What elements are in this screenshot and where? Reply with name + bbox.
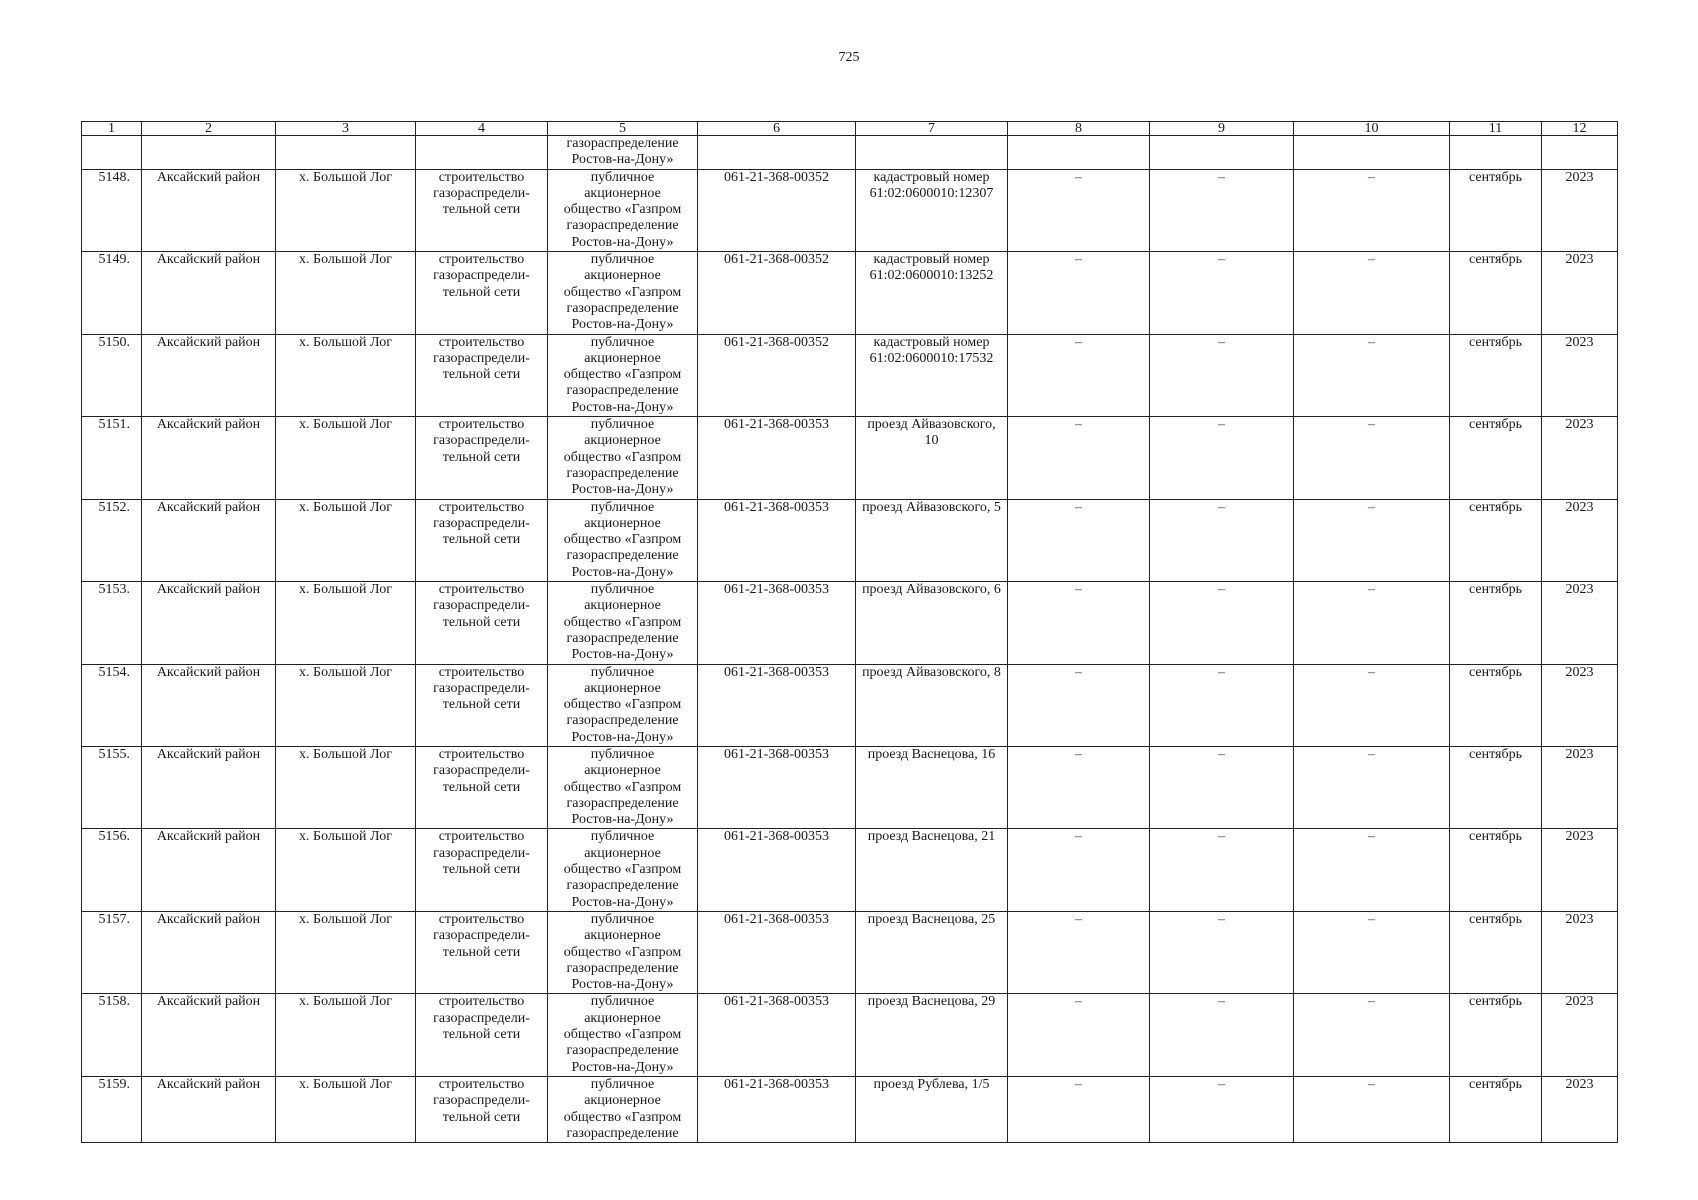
column-10-cell: – — [1294, 829, 1450, 911]
column-number: 4 — [416, 122, 548, 136]
work-type-cell: строительство газораспредели- тельной сети — [416, 169, 548, 251]
district-cell: Аксайский район — [142, 1076, 276, 1142]
month-cell: сентябрь — [1450, 417, 1542, 499]
locality-cell: х. Большой Лог — [276, 994, 416, 1076]
registration-code-cell: 061-21-368-00353 — [698, 829, 856, 911]
empty-cell — [856, 136, 1008, 170]
address-cell: проезд Айвазовского, 8 — [856, 664, 1008, 746]
month-cell: сентябрь — [1450, 499, 1542, 581]
column-9-cell: – — [1150, 252, 1294, 334]
work-type-cell: строительство газораспредели- тельной сети — [416, 252, 548, 334]
work-type-cell: строительство газораспредели- тельной сети — [416, 582, 548, 664]
table-row — [82, 417, 1618, 499]
month-cell: сентябрь — [1450, 582, 1542, 664]
column-number: 7 — [856, 122, 1008, 136]
district-cell: Аксайский район — [142, 499, 276, 581]
organization-cell: публичное акционерное общество «Газпром газораспределение Ростов-на-Дону» — [548, 746, 698, 828]
district-cell: Аксайский район — [142, 911, 276, 993]
empty-cell — [1294, 136, 1450, 170]
column-10-cell: – — [1294, 252, 1450, 334]
table-row — [82, 252, 1618, 334]
column-9-cell: – — [1150, 911, 1294, 993]
column-10-cell: – — [1294, 499, 1450, 581]
empty-cell — [1150, 136, 1294, 170]
column-8-cell: – — [1008, 994, 1150, 1076]
locality-cell: х. Большой Лог — [276, 582, 416, 664]
column-9-cell: – — [1150, 1076, 1294, 1142]
row-number-cell: 5155. — [82, 746, 142, 828]
organization-cell: публичное акционерное общество «Газпром газораспределение Ростов-на-Дону» — [548, 417, 698, 499]
empty-cell — [698, 136, 856, 170]
year-cell: 2023 — [1542, 911, 1618, 993]
organization-cell: публичное акционерное общество «Газпром газораспределение Ростов-на-Дону» — [548, 334, 698, 416]
locality-cell: х. Большой Лог — [276, 499, 416, 581]
column-number: 5 — [548, 122, 698, 136]
column-8-cell: – — [1008, 746, 1150, 828]
column-10-cell: – — [1294, 911, 1450, 993]
work-type-cell: строительство газораспредели- тельной сети — [416, 911, 548, 993]
address-cell: кадастровый номер 61:02:0600010:13252 — [856, 252, 1008, 334]
column-number: 10 — [1294, 122, 1450, 136]
table-row — [82, 499, 1618, 581]
district-cell: Аксайский район — [142, 582, 276, 664]
locality-cell: х. Большой Лог — [276, 829, 416, 911]
locality-cell: х. Большой Лог — [276, 417, 416, 499]
registration-code-cell: 061-21-368-00352 — [698, 169, 856, 251]
column-8-cell: – — [1008, 499, 1150, 581]
row-number-cell: 5159. — [82, 1076, 142, 1142]
year-cell: 2023 — [1542, 499, 1618, 581]
column-9-cell: – — [1150, 746, 1294, 828]
locality-cell: х. Большой Лог — [276, 746, 416, 828]
column-10-cell: – — [1294, 169, 1450, 251]
table-row — [82, 334, 1618, 416]
column-9-cell: – — [1150, 994, 1294, 1076]
year-cell: 2023 — [1542, 664, 1618, 746]
address-cell: проезд Айвазовского, 6 — [856, 582, 1008, 664]
organization-cell: публичное акционерное общество «Газпром газораспределение Ростов-на-Дону» — [548, 994, 698, 1076]
address-cell: проезд Рублева, 1/5 — [856, 1076, 1008, 1142]
district-cell: Аксайский район — [142, 334, 276, 416]
column-9-cell: – — [1150, 334, 1294, 416]
registration-code-cell: 061-21-368-00352 — [698, 334, 856, 416]
address-cell: проезд Васнецова, 29 — [856, 994, 1008, 1076]
table-row — [82, 664, 1618, 746]
column-number: 8 — [1008, 122, 1150, 136]
column-9-cell: – — [1150, 417, 1294, 499]
registration-code-cell: 061-21-368-00353 — [698, 1076, 856, 1142]
org-cell: газораспределение Ростов-на-Дону» — [548, 136, 698, 170]
row-number-cell: 5156. — [82, 829, 142, 911]
row-number-cell: 5152. — [82, 499, 142, 581]
year-cell: 2023 — [1542, 1076, 1618, 1142]
empty-cell — [1008, 136, 1150, 170]
month-cell: сентябрь — [1450, 911, 1542, 993]
registration-code-cell: 061-21-368-00352 — [698, 252, 856, 334]
column-8-cell: – — [1008, 1076, 1150, 1142]
empty-cell — [142, 136, 276, 170]
district-cell: Аксайский район — [142, 252, 276, 334]
column-10-cell: – — [1294, 746, 1450, 828]
table-row — [82, 829, 1618, 911]
column-10-cell: – — [1294, 417, 1450, 499]
continuation-row — [82, 136, 1618, 170]
column-8-cell: – — [1008, 169, 1150, 251]
table-row — [82, 582, 1618, 664]
locality-cell: х. Большой Лог — [276, 169, 416, 251]
column-8-cell: – — [1008, 417, 1150, 499]
address-cell: проезд Васнецова, 16 — [856, 746, 1008, 828]
organization-cell: публичное акционерное общество «Газпром газораспределение Ростов-на-Дону» — [548, 582, 698, 664]
address-cell: проезд Айвазовского, 10 — [856, 417, 1008, 499]
column-9-cell: – — [1150, 664, 1294, 746]
year-cell: 2023 — [1542, 746, 1618, 828]
month-cell: сентябрь — [1450, 664, 1542, 746]
registration-code-cell: 061-21-368-00353 — [698, 746, 856, 828]
organization-cell: публичное акционерное общество «Газпром газораспределение Ростов-на-Дону» — [548, 499, 698, 581]
month-cell: сентябрь — [1450, 829, 1542, 911]
table-row — [82, 911, 1618, 993]
column-8-cell: – — [1008, 582, 1150, 664]
row-number-cell: 5157. — [82, 911, 142, 993]
year-cell: 2023 — [1542, 582, 1618, 664]
records-table — [81, 121, 1618, 1143]
table-row — [82, 746, 1618, 828]
empty-cell — [1450, 136, 1542, 170]
column-9-cell: – — [1150, 499, 1294, 581]
organization-cell: публичное акционерное общество «Газпром газораспределение Ростов-на-Дону» — [548, 911, 698, 993]
month-cell: сентябрь — [1450, 994, 1542, 1076]
column-10-cell: – — [1294, 582, 1450, 664]
column-number: 1 — [82, 122, 142, 136]
work-type-cell: строительство газораспредели- тельной сети — [416, 746, 548, 828]
row-number-cell: 5158. — [82, 994, 142, 1076]
column-number-row — [82, 122, 1618, 136]
column-10-cell: – — [1294, 1076, 1450, 1142]
column-number: 12 — [1542, 122, 1618, 136]
work-type-cell: строительство газораспредели- тельной сети — [416, 829, 548, 911]
column-9-cell: – — [1150, 169, 1294, 251]
column-number: 3 — [276, 122, 416, 136]
year-cell: 2023 — [1542, 334, 1618, 416]
locality-cell: х. Большой Лог — [276, 334, 416, 416]
column-10-cell: – — [1294, 664, 1450, 746]
organization-cell: публичное акционерное общество «Газпром газораспределение Ростов-на-Дону» — [548, 829, 698, 911]
year-cell: 2023 — [1542, 169, 1618, 251]
registration-code-cell: 061-21-368-00353 — [698, 994, 856, 1076]
empty-cell — [82, 136, 142, 170]
registration-code-cell: 061-21-368-00353 — [698, 417, 856, 499]
row-number-cell: 5150. — [82, 334, 142, 416]
column-number: 9 — [1150, 122, 1294, 136]
registration-code-cell: 061-21-368-00353 — [698, 911, 856, 993]
column-8-cell: – — [1008, 252, 1150, 334]
column-8-cell: – — [1008, 664, 1150, 746]
column-number: 2 — [142, 122, 276, 136]
column-8-cell: – — [1008, 911, 1150, 993]
month-cell: сентябрь — [1450, 746, 1542, 828]
work-type-cell: строительство газораспредели- тельной сети — [416, 499, 548, 581]
month-cell: сентябрь — [1450, 169, 1542, 251]
empty-cell — [416, 136, 548, 170]
column-8-cell: – — [1008, 334, 1150, 416]
district-cell: Аксайский район — [142, 664, 276, 746]
district-cell: Аксайский район — [142, 994, 276, 1076]
year-cell: 2023 — [1542, 417, 1618, 499]
column-8-cell: – — [1008, 829, 1150, 911]
district-cell: Аксайский район — [142, 746, 276, 828]
column-9-cell: – — [1150, 829, 1294, 911]
table-body — [82, 122, 1618, 1143]
empty-cell — [276, 136, 416, 170]
column-number: 6 — [698, 122, 856, 136]
work-type-cell: строительство газораспредели- тельной сети — [416, 334, 548, 416]
work-type-cell: строительство газораспредели- тельной сети — [416, 1076, 548, 1142]
column-10-cell: – — [1294, 334, 1450, 416]
organization-cell: публичное акционерное общество «Газпром газораспределение — [548, 1076, 698, 1142]
year-cell: 2023 — [1542, 829, 1618, 911]
column-number: 11 — [1450, 122, 1542, 136]
organization-cell: публичное акционерное общество «Газпром газораспределение Ростов-на-Дону» — [548, 664, 698, 746]
locality-cell: х. Большой Лог — [276, 252, 416, 334]
registration-code-cell: 061-21-368-00353 — [698, 582, 856, 664]
organization-cell: публичное акционерное общество «Газпром газораспределение Ростов-на-Дону» — [548, 252, 698, 334]
table-row — [82, 994, 1618, 1076]
address-cell: проезд Васнецова, 21 — [856, 829, 1008, 911]
row-number-cell: 5154. — [82, 664, 142, 746]
month-cell: сентябрь — [1450, 334, 1542, 416]
row-number-cell: 5153. — [82, 582, 142, 664]
month-cell: сентябрь — [1450, 1076, 1542, 1142]
empty-cell — [1542, 136, 1618, 170]
address-cell: кадастровый номер 61:02:0600010:12307 — [856, 169, 1008, 251]
address-cell: кадастровый номер 61:02:0600010:17532 — [856, 334, 1008, 416]
column-9-cell: – — [1150, 582, 1294, 664]
month-cell: сентябрь — [1450, 252, 1542, 334]
row-number-cell: 5148. — [82, 169, 142, 251]
address-cell: проезд Айвазовского, 5 — [856, 499, 1008, 581]
row-number-cell: 5151. — [82, 417, 142, 499]
locality-cell: х. Большой Лог — [276, 1076, 416, 1142]
page-number: 725 — [838, 50, 860, 65]
table-row — [82, 169, 1618, 251]
row-number-cell: 5149. — [82, 252, 142, 334]
organization-cell: публичное акционерное общество «Газпром газораспределение Ростов-на-Дону» — [548, 169, 698, 251]
column-10-cell: – — [1294, 994, 1450, 1076]
district-cell: Аксайский район — [142, 417, 276, 499]
address-cell: проезд Васнецова, 25 — [856, 911, 1008, 993]
locality-cell: х. Большой Лог — [276, 911, 416, 993]
table-row — [82, 1076, 1618, 1142]
locality-cell: х. Большой Лог — [276, 664, 416, 746]
district-cell: Аксайский район — [142, 169, 276, 251]
work-type-cell: строительство газораспредели- тельной сети — [416, 417, 548, 499]
work-type-cell: строительство газораспредели- тельной сети — [416, 664, 548, 746]
work-type-cell: строительство газораспредели- тельной сети — [416, 994, 548, 1076]
year-cell: 2023 — [1542, 252, 1618, 334]
registration-code-cell: 061-21-368-00353 — [698, 499, 856, 581]
year-cell: 2023 — [1542, 994, 1618, 1076]
district-cell: Аксайский район — [142, 829, 276, 911]
registration-code-cell: 061-21-368-00353 — [698, 664, 856, 746]
